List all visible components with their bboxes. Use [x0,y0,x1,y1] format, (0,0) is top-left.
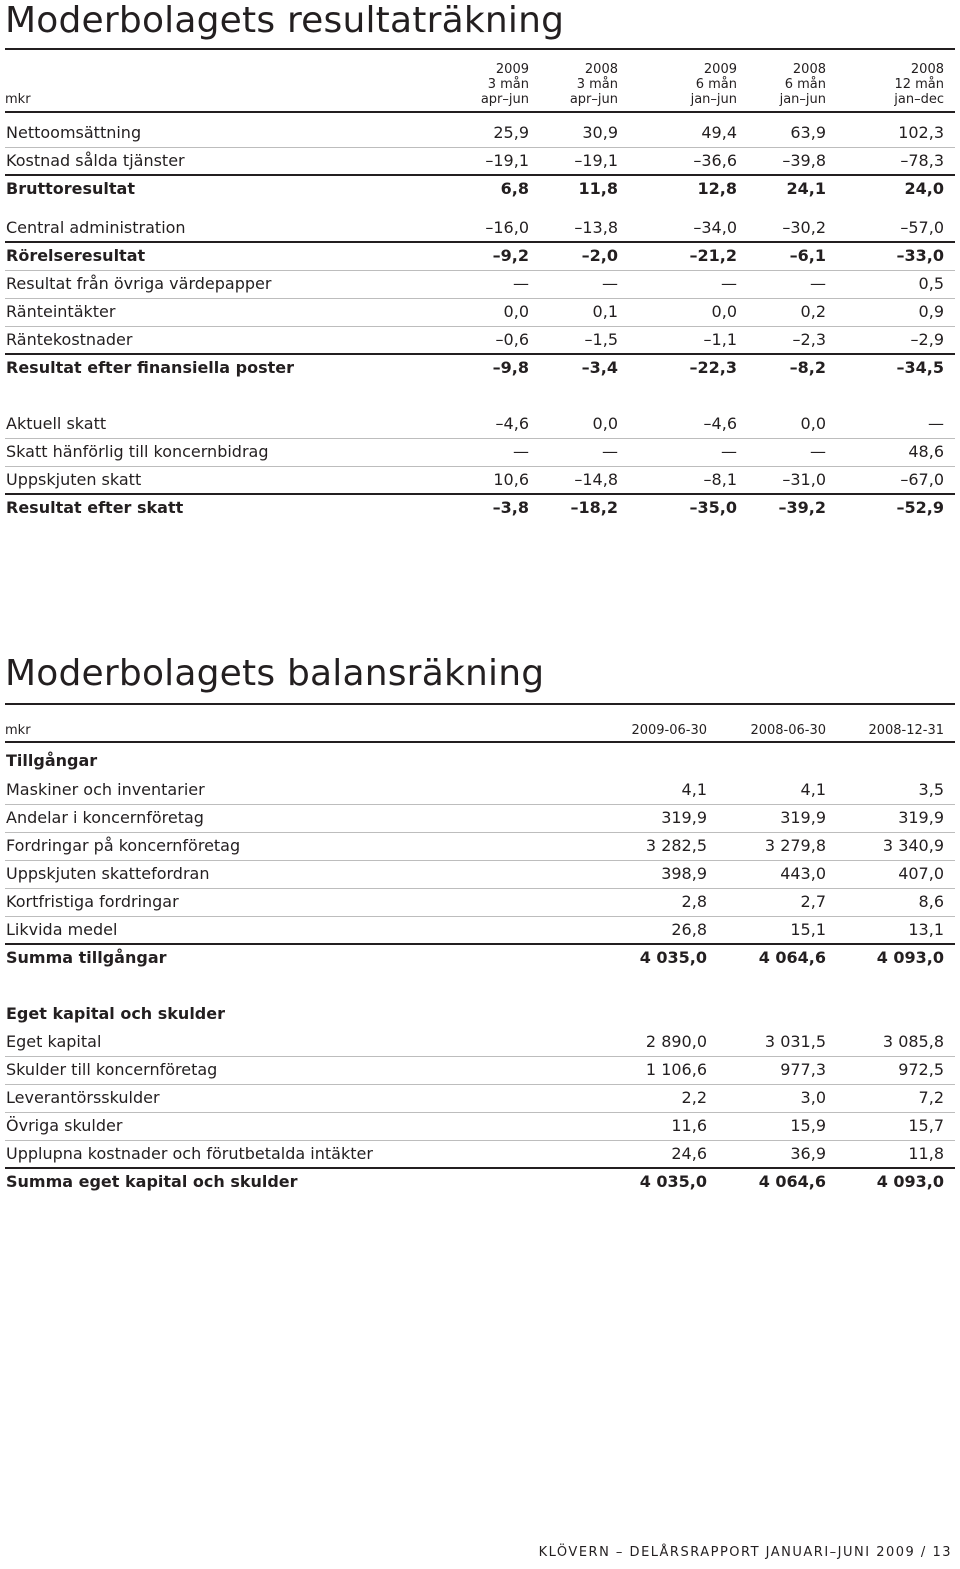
row-label: Upplupna kostnader och förutbetalda intäkter [6,1144,373,1163]
cell: 24,6 [671,1144,707,1163]
cell: 0,2 [800,302,826,321]
table-row [5,1028,955,1056]
table-row [5,1056,955,1084]
cell: 11,8 [578,179,618,198]
cell: 4 093,0 [876,948,944,967]
table-row [5,175,955,203]
cell: 0,1 [592,302,618,321]
cell: –1,1 [703,330,737,349]
row-label: Summa eget kapital och skulder [6,1172,298,1191]
row-label: Skulder till koncernföretag [6,1060,218,1079]
table-row [5,1168,955,1196]
cell: –1,5 [584,330,618,349]
table-row [5,860,955,888]
cell: 36,9 [790,1144,826,1163]
table-row [5,466,955,494]
row-label: Övriga skulder [6,1116,123,1135]
cell: 0,0 [503,302,529,321]
cell: 3 282,5 [645,836,707,855]
cell: 398,9 [661,864,707,883]
table-row [5,242,955,270]
balance-unit: mkr [5,723,31,738]
cell: –14,8 [574,470,618,489]
cell: 15,7 [908,1116,944,1135]
table-row [5,832,955,860]
cell: –34,5 [896,358,944,377]
row-label: Kortfristiga fordringar [6,892,179,911]
row-label: Resultat efter skatt [6,498,184,517]
cell: 3,0 [800,1088,826,1107]
col-header-1: 2009 3 mån apr–jun [480,62,529,107]
table-row [5,1140,955,1168]
cell: 3 085,8 [882,1032,944,1051]
table-row [5,1112,955,1140]
cell: –2,9 [910,330,944,349]
cell: 3,5 [918,780,944,799]
cell: 3 279,8 [764,836,826,855]
cell: 972,5 [898,1060,944,1079]
row-label: Bruttoresultat [6,179,135,198]
cell: — [928,414,944,433]
table-row [5,1084,955,1112]
cell: 102,3 [898,123,944,142]
cell: 4 093,0 [876,1172,944,1191]
cell: 8,6 [918,892,944,911]
cell: 0,0 [711,302,737,321]
cell: 407,0 [898,864,944,883]
row-label: Resultat från övriga värdepapper [6,274,272,293]
row-label: Eget kapital [6,1032,102,1051]
cell: –3,4 [581,358,618,377]
cell: 26,8 [671,920,707,939]
cell: –39,2 [778,498,826,517]
cell: 10,6 [493,470,529,489]
balance-col-header-2: 2008-06-30 [750,723,826,738]
title-rule [5,48,955,50]
cell: 0,5 [918,274,944,293]
table-row [5,804,955,832]
row-label: Maskiner och inventarier [6,780,205,799]
cell: –30,2 [782,218,826,237]
table-row [5,119,955,147]
row-label: Likvida medel [6,920,118,939]
cell: 977,3 [780,1060,826,1079]
cell: 24,0 [904,179,944,198]
cell: 63,9 [790,123,826,142]
cell: –22,3 [689,358,737,377]
cell: –9,8 [492,358,529,377]
cell: 0,0 [800,414,826,433]
title-rule [5,703,955,705]
cell: — [721,442,737,461]
row-label: Andelar i koncernföretag [6,808,204,827]
income-title: Moderbolagets resultaträkning [5,0,565,41]
cell: 0,9 [918,302,944,321]
cell: 15,1 [790,920,826,939]
cell: –0,6 [495,330,529,349]
cell: 48,6 [908,442,944,461]
table-row [5,270,955,298]
cell: –18,2 [570,498,618,517]
cell: 319,9 [661,808,707,827]
row-label: Resultat efter finansiella poster [6,358,294,377]
cell: –35,0 [689,498,737,517]
row-label: Central administration [6,218,186,237]
cell: 49,4 [701,123,737,142]
cell: –21,2 [689,246,737,265]
col-header-5: 2008 12 mån jan–dec [894,62,944,107]
table-row [5,326,955,354]
table-row [5,298,955,326]
cell: 4 064,6 [758,1172,826,1191]
cell: — [513,442,529,461]
cell: 11,8 [908,1144,944,1163]
cell: –2,0 [581,246,618,265]
cell: 2,8 [681,892,707,911]
liabilities-heading: Eget kapital och skulder [6,1004,225,1023]
table-row [5,944,955,972]
balance-col-header-3: 2008-12-31 [868,723,944,738]
cell: 24,1 [786,179,826,198]
cell: –4,6 [495,414,529,433]
header-rule [5,111,955,113]
cell: –6,1 [789,246,826,265]
cell: 2 890,0 [645,1032,707,1051]
balance-col-header-1: 2009-06-30 [631,723,707,738]
cell: –36,6 [693,151,737,170]
row-label: Nettoomsättning [6,123,142,142]
cell: –31,0 [782,470,826,489]
cell: –4,6 [703,414,737,433]
cell: –19,1 [574,151,618,170]
table-row [5,214,955,242]
table-row [5,438,955,466]
cell: –33,0 [896,246,944,265]
row-label: Skatt hänförlig till koncernbidrag [6,442,269,461]
cell: –8,2 [789,358,826,377]
table-row [5,354,955,382]
cell: –2,3 [792,330,826,349]
cell: — [602,274,618,293]
cell: 4,1 [800,780,826,799]
cell: 25,9 [493,123,529,142]
table-row [5,776,955,804]
row-label: Uppskjuten skattefordran [6,864,210,883]
row-label: Summa tillgångar [6,948,167,967]
cell: 30,9 [582,123,618,142]
income-unit: mkr [5,92,31,107]
col-header-2: 2008 3 mån apr–jun [569,62,618,107]
cell: 0,0 [592,414,618,433]
cell: –34,0 [693,218,737,237]
row-label: Leverantörsskulder [6,1088,160,1107]
col-header-4: 2008 6 mån jan–jun [779,62,826,107]
cell: — [721,274,737,293]
cell: 6,8 [500,179,529,198]
cell: –57,0 [900,218,944,237]
table-row [5,410,955,438]
page-footer: KLÖVERN – DELÅRSRAPPORT JANUARI–JUNI 2009 / 13 [538,1545,952,1560]
cell: 2,7 [800,892,826,911]
table-row [5,147,955,175]
cell: 7,2 [918,1088,944,1107]
cell: 319,9 [898,808,944,827]
cell: 4 064,6 [758,948,826,967]
cell: 13,1 [908,920,944,939]
cell: — [513,274,529,293]
cell: 443,0 [780,864,826,883]
cell: –13,8 [574,218,618,237]
row-label: Rörelseresultat [6,246,146,265]
cell: — [810,442,826,461]
cell: — [810,274,826,293]
row-label: Aktuell skatt [6,414,107,433]
cell: –67,0 [900,470,944,489]
cell: –78,3 [900,151,944,170]
cell: 15,9 [790,1116,826,1135]
cell: –9,2 [492,246,529,265]
row-label: Kostnad sålda tjänster [6,151,185,170]
cell: 4 035,0 [639,948,707,967]
cell: –52,9 [896,498,944,517]
cell: 4 035,0 [639,1172,707,1191]
cell: 11,6 [671,1116,707,1135]
balance-title: Moderbolagets balansräkning [5,653,545,694]
cell: — [602,442,618,461]
row-label: Ränteintäkter [6,302,116,321]
row-label: Fordringar på koncernföretag [6,836,241,855]
cell: 1 106,6 [645,1060,707,1079]
cell: –19,1 [485,151,529,170]
cell: 3 340,9 [882,836,944,855]
col-header-3: 2009 6 mån jan–jun [690,62,737,107]
table-row [5,916,955,944]
cell: –16,0 [485,218,529,237]
cell: 4,1 [681,780,707,799]
cell: –39,8 [782,151,826,170]
cell: –8,1 [703,470,737,489]
table-row [5,888,955,916]
header-rule [5,741,955,743]
cell: 12,8 [697,179,737,198]
cell: –3,8 [492,498,529,517]
cell: 319,9 [780,808,826,827]
assets-heading: Tillgångar [6,751,98,770]
row-label: Uppskjuten skatt [6,470,142,489]
cell: 3 031,5 [764,1032,826,1051]
table-row [5,494,955,522]
cell: 2,2 [681,1088,707,1107]
row-label: Räntekostnader [6,330,133,349]
